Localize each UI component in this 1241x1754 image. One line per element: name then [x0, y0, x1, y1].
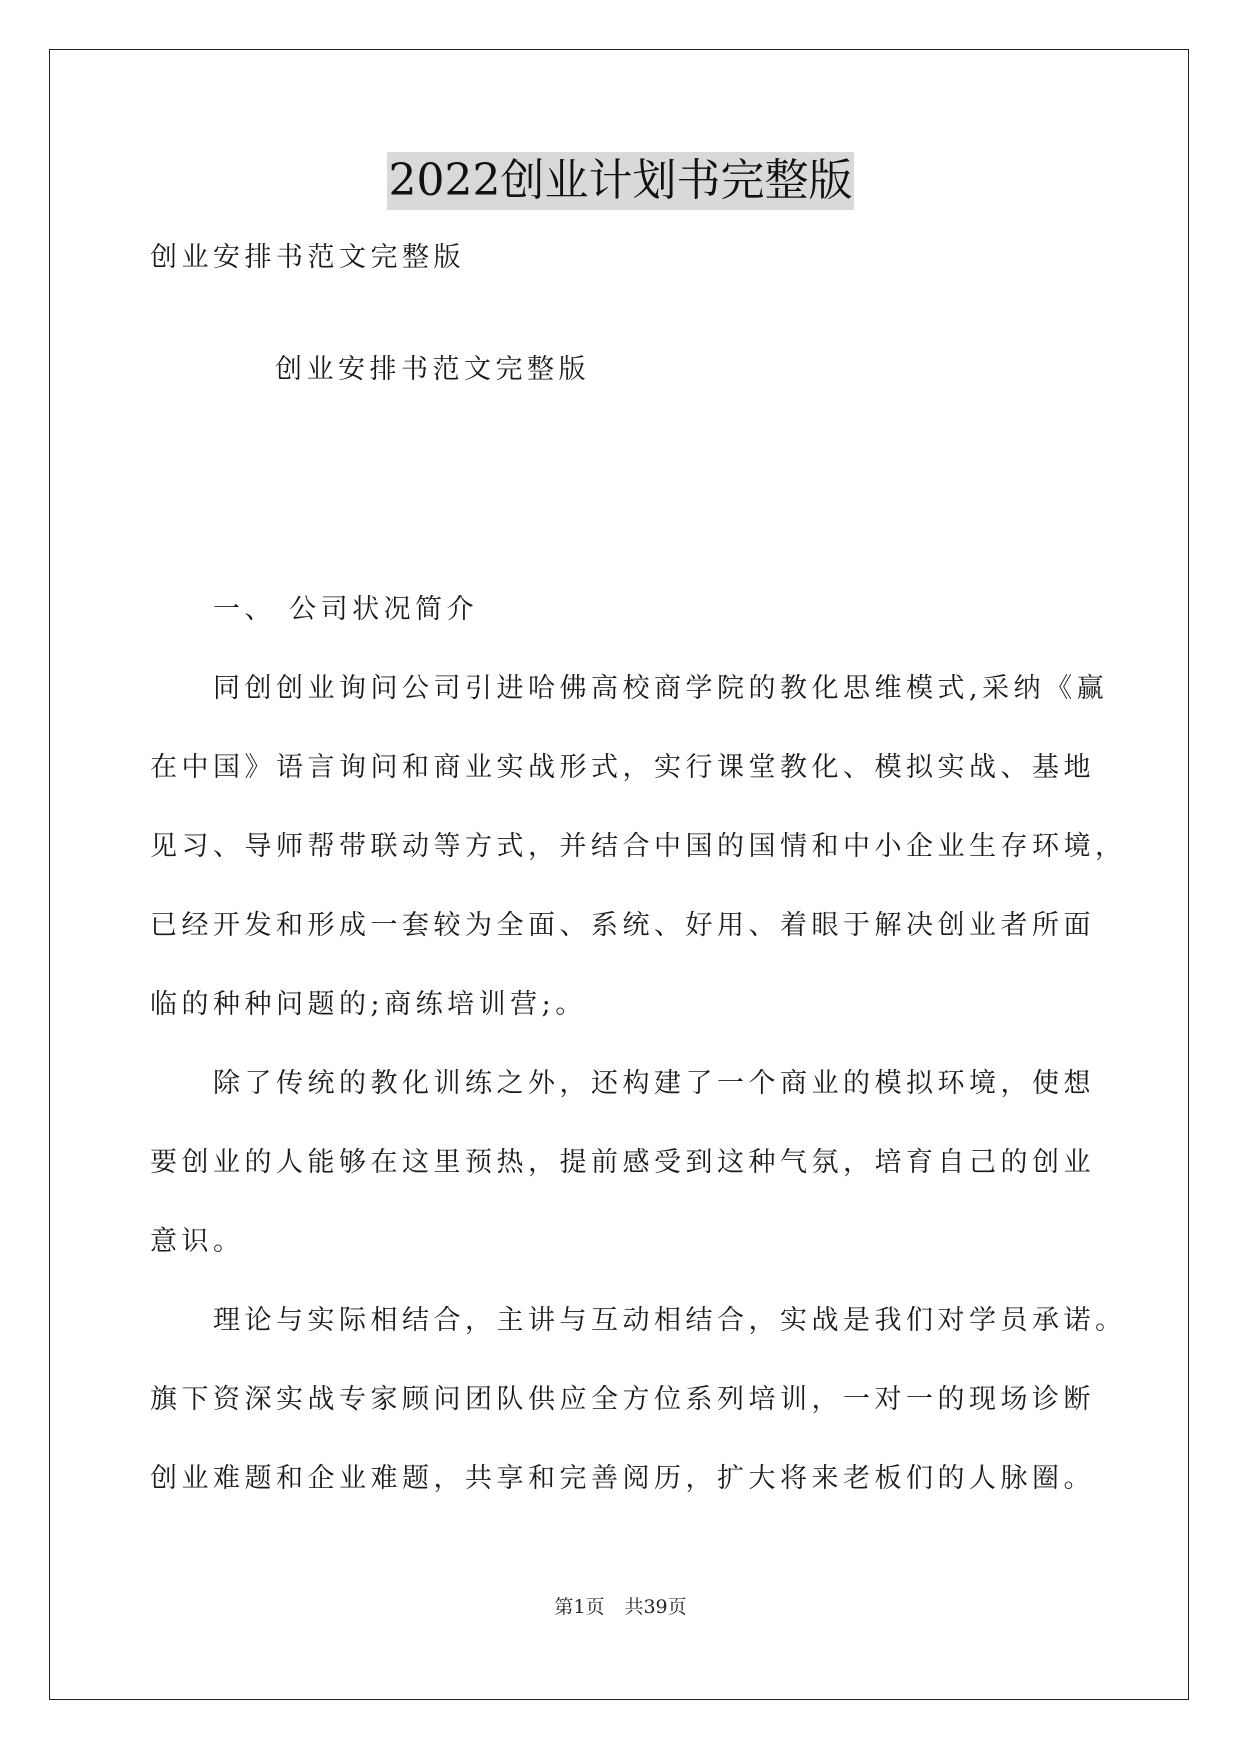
body-line: 已经开发和形成一套较为全面、系统、好用、着眼于解决创业者所面	[150, 910, 1095, 941]
subtitle-line-indented: 创业安排书范文完整版	[275, 354, 590, 385]
body-line: 在中国》语言询问和商业实战形式，实行课堂教化、模拟实战、基地	[150, 752, 1095, 783]
body-line: 理论与实际相结合，主讲与互动相结合，实战是我们对学员承诺。	[213, 1305, 1127, 1336]
body-line: 同创创业询问公司引进哈佛高校商学院的教化思维模式,采纳《赢	[213, 673, 1109, 704]
subtitle-line: 创业安排书范文完整版	[150, 242, 465, 273]
body-line: 创业难题和企业难题，共享和完善阅历，扩大将来老板们的人脉圈。	[150, 1463, 1095, 1494]
page-footer	[0, 1592, 1241, 1619]
document-title: 2022创业计划书完整版	[387, 152, 855, 210]
section-heading: 一、 公司状况简介	[213, 594, 479, 625]
body-line: 临的种种问题的;商练培训营;。	[150, 989, 587, 1020]
page-number: 第1页	[554, 1596, 605, 1618]
body-line: 见习、导师帮带联动等方式，并结合中国的国情和中小企业生存环境，	[150, 831, 1127, 862]
page-border	[49, 49, 1189, 1700]
body-line: 除了传统的教化训练之外，还构建了一个商业的模拟环境，使想	[213, 1068, 1095, 1099]
title-container	[0, 152, 1241, 210]
body-line: 意识。	[150, 1226, 245, 1257]
body-line: 要创业的人能够在这里预热，提前感受到这种气氛，培育自己的创业	[150, 1147, 1095, 1178]
body-line: 旗下资深实战专家顾问团队供应全方位系列培训，一对一的现场诊断	[150, 1384, 1095, 1415]
page-total: 共39页	[624, 1596, 687, 1618]
